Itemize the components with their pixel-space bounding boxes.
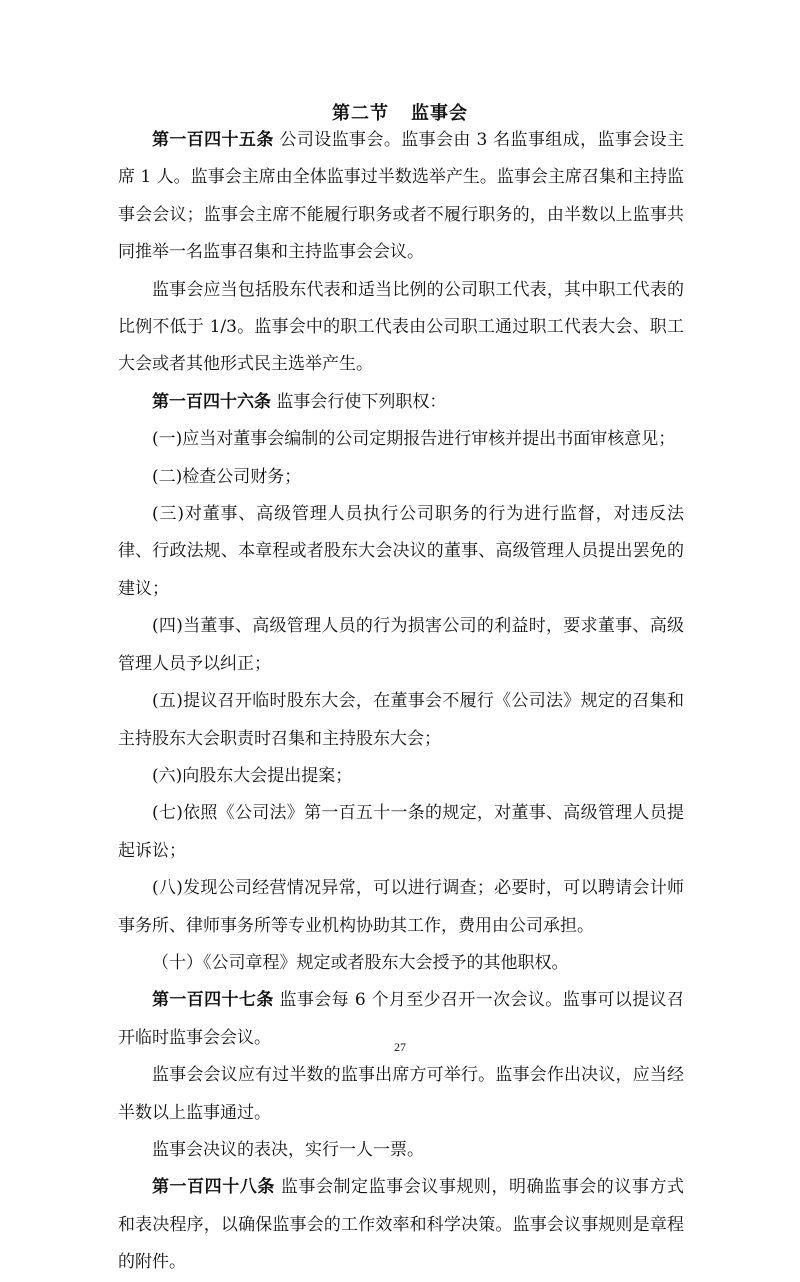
- list-item: (三)对董事、高级管理人员执行公司职务的行为进行监督，对违反法律、行政法规、本章程或者股东大会决议的董事、高级管理人员提出罢免的建议；: [118, 504, 684, 599]
- list-item: (一)应当对董事会编制的公司定期报告进行审核并提出书面审核意见；: [152, 429, 676, 450]
- paragraph-article-145: [118, 122, 684, 272]
- article-number: 第一百四十七条: [152, 990, 274, 1011]
- list-item: (四)当董事、高级管理人员的行为损害公司的利益时，要求董事、高级管理人员予以纠正；: [118, 616, 684, 674]
- paragraph: 监事会应当包括股东代表和适当比例的公司职工代表，其中职工代表的比例不低于 1/3。监事会中的职工代表由公司职工通过职工代表大会、职工大会或者其他形式民主选举产生。: [118, 279, 684, 375]
- article-text: 监事会每 6 个月至少召开一次会议。监事可以提议召开临时监事会会议。: [118, 990, 685, 1048]
- paragraph: 监事会会议应有过半数的监事出席方可举行。监事会作出决议，应当经半数以上监事通过。: [118, 1065, 684, 1123]
- section-number: 第二节: [332, 103, 389, 124]
- article-text: 公司设监事会。监事会由 3 名监事组成，监事会设主席 1 人。监事会主席由全体监事过半数选举产生。监事会主席召集和主持监事会会议；监事会主席不能履行职务或者不履行职务的，由半数以上监事共同推举一名监事召集和主持监事会会议。: [118, 130, 685, 263]
- article-number: 第一百四十八条: [152, 1177, 275, 1198]
- article-text: 监事会制定监事会议事规则，明确监事会的议事方式和表决程序，以确保监事会的工作效率和科学决策。监事会议事规则是章程的附件。: [118, 1177, 685, 1273]
- list-item: (八)发现公司经营情况异常，可以进行调查；必要时，可以聘请会计师事务所、律师事务所等专业机构协助其工作，费用由公司承担。: [118, 878, 684, 936]
- page-number: 27: [394, 1040, 406, 1054]
- list-item: (五)提议召开临时股东大会，在董事会不履行《公司法》规定的召集和主持股东大会职责时召集和主持股东大会；: [118, 691, 684, 749]
- paragraph-article-148: [118, 1169, 684, 1281]
- paragraph-article-146: [118, 384, 684, 421]
- list-item: （十）《公司章程》规定或者股东大会授予的其他职权。: [152, 952, 569, 973]
- document-body: [118, 122, 684, 1282]
- paragraph: 监事会决议的表决，实行一人一票。: [152, 1139, 424, 1160]
- article-number: 第一百四十六条: [152, 391, 271, 412]
- list-item: (七)依照《公司法》第一百五十一条的规定，对董事、高级管理人员提起诉讼；: [118, 803, 684, 861]
- article-text: 监事会行使下列职权：: [276, 391, 447, 412]
- list-item: (二)检查公司财务；: [152, 466, 302, 487]
- list-item: (六)向股东大会提出提案；: [152, 765, 353, 786]
- article-number: 第一百四十五条: [152, 130, 274, 150]
- section-title: 监事会: [411, 103, 468, 124]
